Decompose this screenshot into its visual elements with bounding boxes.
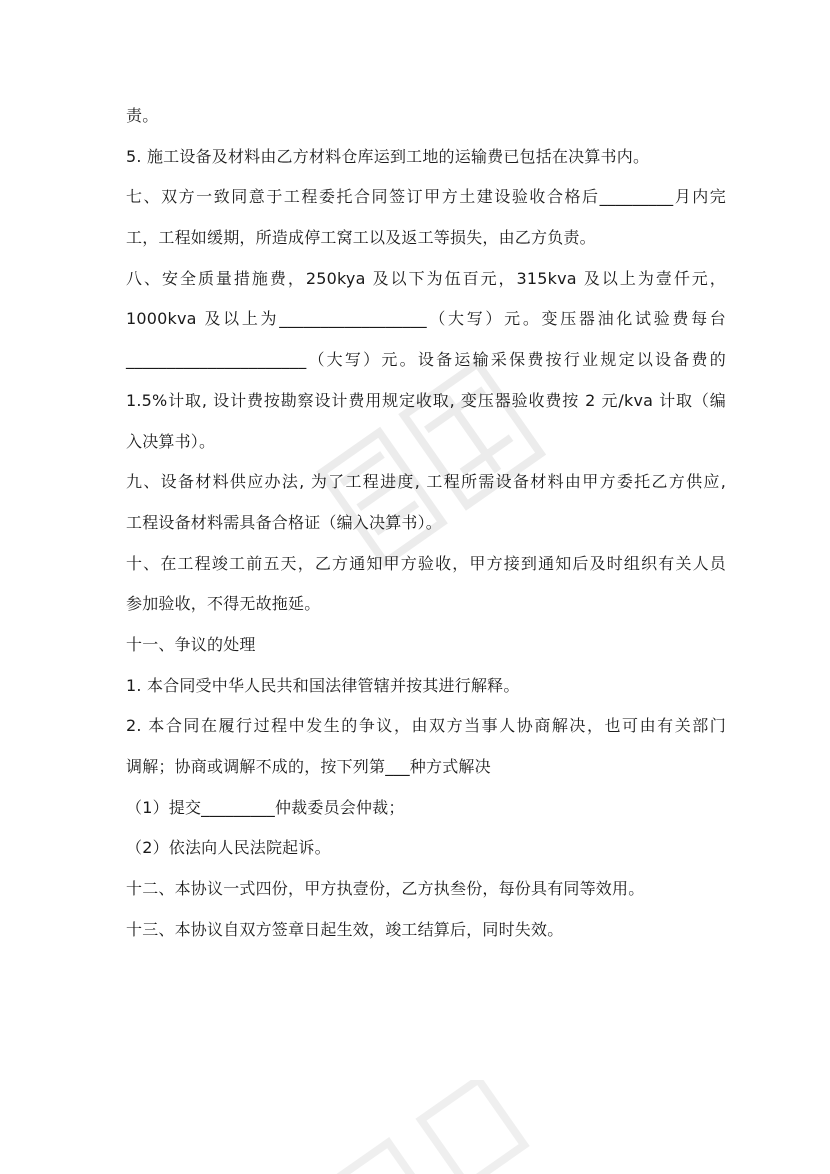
document-line: 1000kva 及以上为__________________（大写）元。变压器油化试验费每台 xyxy=(126,309,726,329)
document-line: （2）依法向人民法院起诉。 xyxy=(126,838,331,858)
document-line: 5. 施工设备及材料由乙方材料仓库运到工地的运输费已包括在决算书内。 xyxy=(126,146,650,166)
document-line: 2. 本合同在履行过程中发生的争议，由双方当事人协商解决，也可由有关部门 xyxy=(126,716,726,736)
document-line: 九、设备材料供应办法, 为了工程进度, 工程所需设备材料由甲方委托乙方供应, xyxy=(126,472,726,492)
document-line: 参加验收，不得无故拖延。 xyxy=(126,594,321,614)
document-line: 七、双方一致同意于工程委托合同签订甲方土建设验收合格后_________月内完 xyxy=(126,187,726,207)
document-line: 十三、本协议自双方签章日起生效，竣工结算后，同时失效。 xyxy=(126,919,564,939)
document-line: 调解；协商或调解不成的，按下列第___种方式解决 xyxy=(126,757,491,776)
document-line: 八、安全质量措施费，250kya 及以下为伍百元，315kva 及以上为壹仟元， xyxy=(126,268,726,288)
document-line: 1.5%计取, 设计费按勘察设计费用规定收取, 变压器验收费按 2 元/kva 计取（编 xyxy=(126,390,726,410)
watermark-bottom-icon xyxy=(300,1080,560,1174)
document-line: 1. 本合同受中华人民共和国法律管辖并按其进行解释。 xyxy=(126,675,520,695)
document-line: 十、在工程竣工前五天，乙方通知甲方验收，甲方接到通知后及时组织有关人员 xyxy=(126,553,726,573)
document-line: 入决算书）。 xyxy=(126,431,216,451)
document-line: 十二、本协议一式四份，甲方执壹份，乙方执叁份，每份具有同等效用。 xyxy=(126,879,645,899)
document-body xyxy=(126,106,726,960)
document-line: ______________________（大写）元。设备运输采保费按行业规定以设备费的 xyxy=(126,350,726,370)
document-line: 十一、争议的处理 xyxy=(126,634,256,654)
document-line: 工程设备材料需具备合格证（编入决算书）。 xyxy=(126,512,443,532)
document-line: 工，工程如缓期，所造成停工窝工以及返工等损失，由乙方负责。 xyxy=(126,228,596,248)
document-line: （1）提交_________仲裁委员会仲裁； xyxy=(126,797,405,817)
document-line: 责。 xyxy=(126,106,159,125)
